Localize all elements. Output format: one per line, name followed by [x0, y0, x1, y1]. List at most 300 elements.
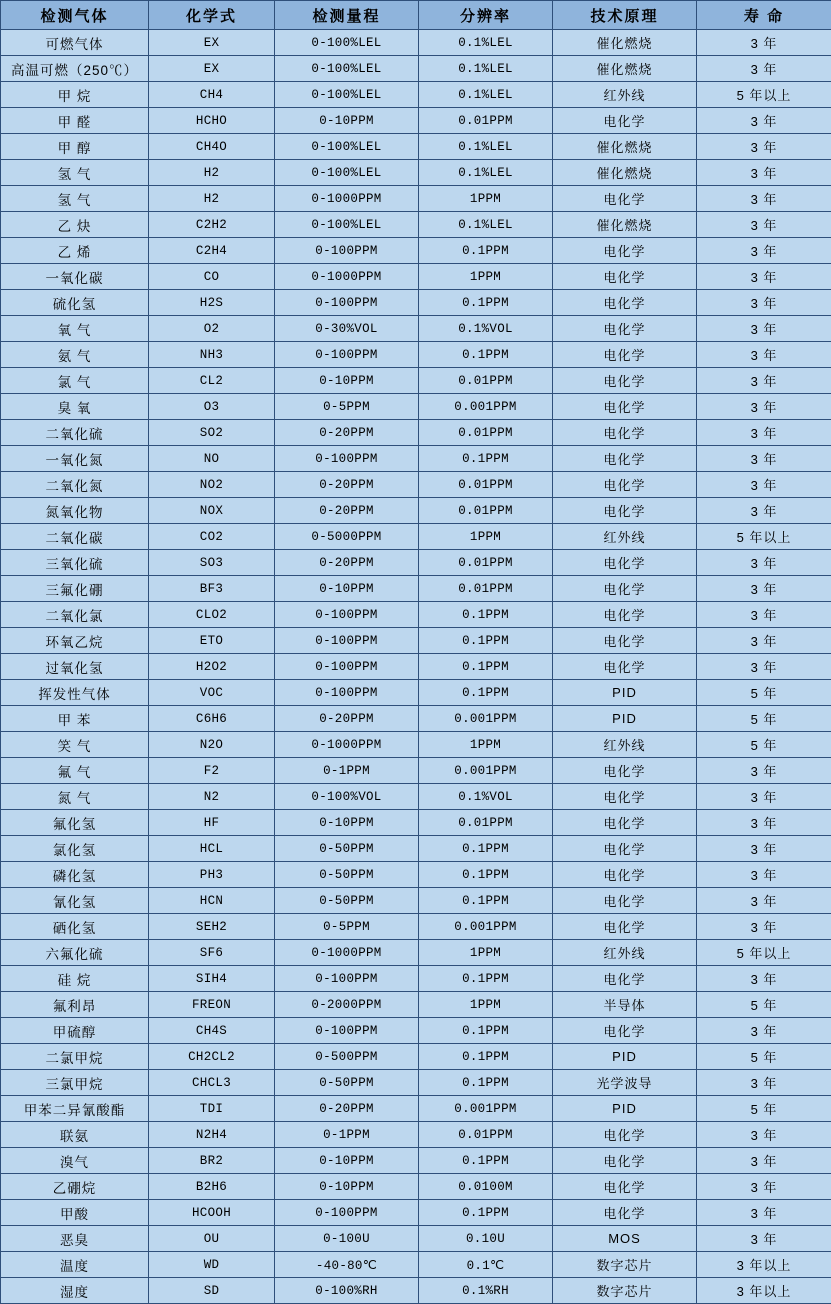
table-row — [1, 368, 831, 394]
cell-resolution: 0.1%LEL — [419, 56, 553, 82]
cell-technology: 电化学 — [553, 264, 697, 290]
cell-range: 0-100PPM — [275, 290, 419, 316]
cell-range: 0-100PPM — [275, 602, 419, 628]
cell-formula: C2H2 — [149, 212, 275, 238]
cell-lifetime: 3 年 — [697, 1148, 831, 1174]
cell-range: 0-100%RH — [275, 1278, 419, 1304]
table-row — [1, 186, 831, 212]
cell-lifetime: 3 年 — [697, 602, 831, 628]
cell-lifetime: 3 年 — [697, 134, 831, 160]
cell-resolution: 0.1PPM — [419, 1200, 553, 1226]
table-row — [1, 1096, 831, 1122]
cell-formula: H2 — [149, 186, 275, 212]
cell-gas: 乙 炔 — [1, 212, 149, 238]
cell-technology: 电化学 — [553, 316, 697, 342]
cell-lifetime: 3 年 — [697, 628, 831, 654]
table-row — [1, 680, 831, 706]
cell-gas: 一氧化氮 — [1, 446, 149, 472]
cell-technology: 电化学 — [553, 290, 697, 316]
cell-technology: PID — [553, 706, 697, 732]
cell-technology: 电化学 — [553, 108, 697, 134]
cell-range: 0-100PPM — [275, 342, 419, 368]
cell-technology: 电化学 — [553, 914, 697, 940]
cell-range: 0-1000PPM — [275, 264, 419, 290]
cell-technology: 半导体 — [553, 992, 697, 1018]
column-header-technology: 技术原理 — [553, 1, 697, 30]
cell-technology: 电化学 — [553, 1200, 697, 1226]
cell-formula: C6H6 — [149, 706, 275, 732]
cell-resolution: 0.1PPM — [419, 836, 553, 862]
cell-technology: 电化学 — [553, 966, 697, 992]
cell-formula: BF3 — [149, 576, 275, 602]
cell-formula: CH4 — [149, 82, 275, 108]
cell-resolution: 0.01PPM — [419, 550, 553, 576]
cell-formula: SIH4 — [149, 966, 275, 992]
cell-formula: ETO — [149, 628, 275, 654]
cell-technology: 电化学 — [553, 550, 697, 576]
cell-technology: 电化学 — [553, 420, 697, 446]
cell-formula: SF6 — [149, 940, 275, 966]
table-row — [1, 446, 831, 472]
cell-range: 0-10PPM — [275, 576, 419, 602]
cell-formula: CO2 — [149, 524, 275, 550]
cell-formula: B2H6 — [149, 1174, 275, 1200]
cell-lifetime: 3 年 — [697, 498, 831, 524]
cell-formula: HCHO — [149, 108, 275, 134]
cell-gas: 硅 烷 — [1, 966, 149, 992]
table-row — [1, 30, 831, 56]
column-header-range: 检测量程 — [275, 1, 419, 30]
cell-resolution: 0.01PPM — [419, 420, 553, 446]
cell-resolution: 1PPM — [419, 992, 553, 1018]
cell-technology: 电化学 — [553, 394, 697, 420]
cell-technology: 红外线 — [553, 524, 697, 550]
cell-range: 0-1PPM — [275, 758, 419, 784]
cell-technology: 电化学 — [553, 1122, 697, 1148]
cell-resolution: 0.1PPM — [419, 966, 553, 992]
cell-resolution: 0.1PPM — [419, 238, 553, 264]
cell-gas: 氢 气 — [1, 160, 149, 186]
cell-lifetime: 3 年 — [697, 472, 831, 498]
cell-technology: 电化学 — [553, 576, 697, 602]
cell-formula: NO — [149, 446, 275, 472]
cell-formula: PH3 — [149, 862, 275, 888]
cell-formula: CHCL3 — [149, 1070, 275, 1096]
cell-formula: H2 — [149, 160, 275, 186]
cell-technology: 催化燃烧 — [553, 212, 697, 238]
cell-range: 0-100PPM — [275, 238, 419, 264]
cell-gas: 二氧化硫 — [1, 420, 149, 446]
cell-gas: 磷化氢 — [1, 862, 149, 888]
table-row — [1, 108, 831, 134]
cell-lifetime: 3 年 — [697, 836, 831, 862]
cell-range: 0-100PPM — [275, 1018, 419, 1044]
cell-range: 0-100PPM — [275, 680, 419, 706]
cell-resolution: 0.1PPM — [419, 446, 553, 472]
table-row — [1, 914, 831, 940]
cell-gas: 二氧化氮 — [1, 472, 149, 498]
cell-resolution: 0.01PPM — [419, 108, 553, 134]
cell-resolution: 0.1PPM — [419, 1044, 553, 1070]
cell-resolution: 0.1%LEL — [419, 160, 553, 186]
cell-resolution: 0.1%VOL — [419, 316, 553, 342]
table-row — [1, 420, 831, 446]
cell-resolution: 0.1%LEL — [419, 212, 553, 238]
table-header — [1, 1, 831, 30]
cell-gas: 三氧化硫 — [1, 550, 149, 576]
cell-range: 0-20PPM — [275, 1096, 419, 1122]
cell-lifetime: 3 年 — [697, 238, 831, 264]
cell-formula: CH2CL2 — [149, 1044, 275, 1070]
cell-lifetime: 3 年 — [697, 212, 831, 238]
cell-lifetime: 3 年 — [697, 420, 831, 446]
cell-resolution: 0.1PPM — [419, 628, 553, 654]
cell-formula: HCN — [149, 888, 275, 914]
cell-resolution: 0.1PPM — [419, 1070, 553, 1096]
table-row — [1, 1200, 831, 1226]
cell-resolution: 0.1%VOL — [419, 784, 553, 810]
cell-range: 0-30%VOL — [275, 316, 419, 342]
cell-technology: 电化学 — [553, 368, 697, 394]
cell-technology: 电化学 — [553, 628, 697, 654]
cell-formula: BR2 — [149, 1148, 275, 1174]
cell-range: 0-100%LEL — [275, 212, 419, 238]
cell-range: 0-20PPM — [275, 550, 419, 576]
cell-technology: 红外线 — [553, 940, 697, 966]
table-row — [1, 654, 831, 680]
cell-lifetime: 3 年 — [697, 316, 831, 342]
table-row — [1, 290, 831, 316]
table-row — [1, 524, 831, 550]
cell-lifetime: 3 年 — [697, 914, 831, 940]
cell-lifetime: 3 年 — [697, 1122, 831, 1148]
table-row — [1, 1044, 831, 1070]
cell-lifetime: 3 年 — [697, 446, 831, 472]
table-row — [1, 1252, 831, 1278]
cell-resolution: 0.1PPM — [419, 862, 553, 888]
cell-lifetime: 3 年 — [697, 108, 831, 134]
cell-gas: 氟 气 — [1, 758, 149, 784]
cell-gas: 氰化氢 — [1, 888, 149, 914]
cell-range: 0-100PPM — [275, 966, 419, 992]
cell-formula: CO — [149, 264, 275, 290]
cell-lifetime: 5 年以上 — [697, 940, 831, 966]
table-row — [1, 550, 831, 576]
cell-technology: PID — [553, 1096, 697, 1122]
cell-gas: 氮 气 — [1, 784, 149, 810]
cell-lifetime: 3 年 — [697, 862, 831, 888]
cell-technology: MOS — [553, 1226, 697, 1252]
cell-technology: 电化学 — [553, 446, 697, 472]
cell-formula: OU — [149, 1226, 275, 1252]
cell-gas: 氟化氢 — [1, 810, 149, 836]
cell-range: 0-20PPM — [275, 420, 419, 446]
table-row — [1, 1070, 831, 1096]
cell-technology: 电化学 — [553, 602, 697, 628]
cell-lifetime: 3 年 — [697, 1174, 831, 1200]
cell-formula: FREON — [149, 992, 275, 1018]
cell-resolution: 0.1℃ — [419, 1252, 553, 1278]
cell-lifetime: 5 年 — [697, 1044, 831, 1070]
cell-range: 0-50PPM — [275, 1070, 419, 1096]
cell-gas: 氨 气 — [1, 342, 149, 368]
cell-technology: 电化学 — [553, 1018, 697, 1044]
cell-lifetime: 3 年 — [697, 1070, 831, 1096]
cell-gas: 六氟化硫 — [1, 940, 149, 966]
cell-range: 0-10PPM — [275, 108, 419, 134]
cell-technology: 电化学 — [553, 810, 697, 836]
cell-technology: PID — [553, 1044, 697, 1070]
cell-lifetime: 3 年 — [697, 550, 831, 576]
cell-technology: 催化燃烧 — [553, 134, 697, 160]
cell-gas: 挥发性气体 — [1, 680, 149, 706]
cell-formula: NOX — [149, 498, 275, 524]
cell-formula: O2 — [149, 316, 275, 342]
table-row — [1, 1226, 831, 1252]
cell-gas: 甲硫醇 — [1, 1018, 149, 1044]
table-row — [1, 1174, 831, 1200]
cell-formula: CL2 — [149, 368, 275, 394]
cell-formula: WD — [149, 1252, 275, 1278]
cell-formula: SD — [149, 1278, 275, 1304]
cell-resolution: 0.01PPM — [419, 810, 553, 836]
table-row — [1, 758, 831, 784]
cell-technology: 催化燃烧 — [553, 56, 697, 82]
cell-formula: VOC — [149, 680, 275, 706]
cell-range: 0-100%LEL — [275, 160, 419, 186]
cell-formula: HCL — [149, 836, 275, 862]
cell-formula: O3 — [149, 394, 275, 420]
cell-gas: 可燃气体 — [1, 30, 149, 56]
cell-technology: 电化学 — [553, 888, 697, 914]
cell-gas: 恶臭 — [1, 1226, 149, 1252]
table-row — [1, 732, 831, 758]
cell-technology: 电化学 — [553, 862, 697, 888]
cell-range: 0-20PPM — [275, 472, 419, 498]
cell-range: 0-20PPM — [275, 706, 419, 732]
cell-lifetime: 5 年 — [697, 706, 831, 732]
cell-range: 0-10PPM — [275, 368, 419, 394]
table-row — [1, 992, 831, 1018]
cell-technology: 催化燃烧 — [553, 30, 697, 56]
table-body — [1, 30, 831, 1304]
cell-lifetime: 3 年 — [697, 368, 831, 394]
table-row — [1, 82, 831, 108]
cell-range: 0-100PPM — [275, 628, 419, 654]
cell-gas: 甲 醇 — [1, 134, 149, 160]
cell-lifetime: 3 年 — [697, 784, 831, 810]
cell-formula: CH4S — [149, 1018, 275, 1044]
cell-gas: 氯化氢 — [1, 836, 149, 862]
cell-resolution: 0.10U — [419, 1226, 553, 1252]
cell-resolution: 0.001PPM — [419, 706, 553, 732]
cell-range: 0-100%LEL — [275, 56, 419, 82]
table-row — [1, 498, 831, 524]
cell-range: 0-50PPM — [275, 888, 419, 914]
cell-gas: 臭 氧 — [1, 394, 149, 420]
cell-lifetime: 3 年 — [697, 654, 831, 680]
cell-lifetime: 5 年 — [697, 680, 831, 706]
cell-gas: 笑 气 — [1, 732, 149, 758]
cell-resolution: 0.001PPM — [419, 394, 553, 420]
cell-gas: 甲 烷 — [1, 82, 149, 108]
cell-gas: 氢 气 — [1, 186, 149, 212]
cell-resolution: 0.1PPM — [419, 680, 553, 706]
cell-lifetime: 5 年 — [697, 992, 831, 1018]
cell-technology: 电化学 — [553, 472, 697, 498]
cell-range: 0-50PPM — [275, 836, 419, 862]
cell-gas: 乙 烯 — [1, 238, 149, 264]
cell-formula: EX — [149, 30, 275, 56]
cell-range: 0-10PPM — [275, 810, 419, 836]
cell-resolution: 0.001PPM — [419, 914, 553, 940]
cell-lifetime: 5 年 — [697, 732, 831, 758]
cell-gas: 甲酸 — [1, 1200, 149, 1226]
cell-technology: 电化学 — [553, 1174, 697, 1200]
cell-technology: 电化学 — [553, 498, 697, 524]
table-row — [1, 342, 831, 368]
cell-resolution: 0.0100M — [419, 1174, 553, 1200]
cell-formula: HF — [149, 810, 275, 836]
cell-gas: 二氧化碳 — [1, 524, 149, 550]
cell-formula: HCOOH — [149, 1200, 275, 1226]
cell-gas: 甲苯二异氰酸酯 — [1, 1096, 149, 1122]
table-row — [1, 888, 831, 914]
cell-gas: 联氨 — [1, 1122, 149, 1148]
cell-resolution: 0.1PPM — [419, 290, 553, 316]
cell-formula: SO3 — [149, 550, 275, 576]
cell-formula: N2O — [149, 732, 275, 758]
column-header-lifetime: 寿 命 — [697, 1, 831, 30]
cell-lifetime: 3 年 — [697, 1200, 831, 1226]
cell-technology: 催化燃烧 — [553, 160, 697, 186]
cell-formula: CH4O — [149, 134, 275, 160]
cell-resolution: 0.1%LEL — [419, 82, 553, 108]
cell-lifetime: 5 年以上 — [697, 524, 831, 550]
cell-gas: 氮氧化物 — [1, 498, 149, 524]
cell-gas: 氯 气 — [1, 368, 149, 394]
cell-gas: 一氧化碳 — [1, 264, 149, 290]
table-row — [1, 576, 831, 602]
cell-range: 0-100PPM — [275, 1200, 419, 1226]
column-header-gas: 检测气体 — [1, 1, 149, 30]
cell-resolution: 0.001PPM — [419, 1096, 553, 1122]
cell-lifetime: 3 年 — [697, 56, 831, 82]
cell-technology: 数字芯片 — [553, 1278, 697, 1304]
cell-resolution: 0.01PPM — [419, 576, 553, 602]
cell-range: 0-50PPM — [275, 862, 419, 888]
cell-formula: N2 — [149, 784, 275, 810]
cell-gas: 过氧化氢 — [1, 654, 149, 680]
cell-gas: 湿度 — [1, 1278, 149, 1304]
cell-resolution: 0.1%LEL — [419, 134, 553, 160]
cell-gas: 三氯甲烷 — [1, 1070, 149, 1096]
table-row — [1, 966, 831, 992]
cell-resolution: 0.001PPM — [419, 758, 553, 784]
cell-range: 0-5PPM — [275, 394, 419, 420]
cell-resolution: 0.01PPM — [419, 368, 553, 394]
table-row — [1, 940, 831, 966]
cell-technology: 光学波导 — [553, 1070, 697, 1096]
table-row — [1, 316, 831, 342]
cell-gas: 氧 气 — [1, 316, 149, 342]
cell-lifetime: 3 年 — [697, 290, 831, 316]
cell-resolution: 0.01PPM — [419, 498, 553, 524]
cell-technology: PID — [553, 680, 697, 706]
table-row — [1, 628, 831, 654]
table-row — [1, 394, 831, 420]
cell-formula: H2O2 — [149, 654, 275, 680]
cell-technology: 电化学 — [553, 238, 697, 264]
cell-gas: 二氯甲烷 — [1, 1044, 149, 1070]
cell-formula: SO2 — [149, 420, 275, 446]
table-row — [1, 134, 831, 160]
table-row — [1, 862, 831, 888]
cell-technology: 电化学 — [553, 836, 697, 862]
cell-resolution: 1PPM — [419, 732, 553, 758]
table-row — [1, 1018, 831, 1044]
cell-technology: 数字芯片 — [553, 1252, 697, 1278]
cell-lifetime: 3 年 — [697, 888, 831, 914]
cell-lifetime: 3 年 — [697, 758, 831, 784]
cell-lifetime: 3 年 — [697, 342, 831, 368]
cell-lifetime: 3 年 — [697, 394, 831, 420]
cell-lifetime: 3 年 — [697, 186, 831, 212]
cell-range: 0-100%LEL — [275, 134, 419, 160]
cell-resolution: 0.01PPM — [419, 1122, 553, 1148]
table-row — [1, 264, 831, 290]
cell-gas: 二氧化氯 — [1, 602, 149, 628]
cell-technology: 电化学 — [553, 654, 697, 680]
cell-range: 0-100PPM — [275, 446, 419, 472]
cell-lifetime: 5 年以上 — [697, 82, 831, 108]
cell-range: 0-100%LEL — [275, 30, 419, 56]
cell-lifetime: 3 年 — [697, 30, 831, 56]
cell-formula: H2S — [149, 290, 275, 316]
cell-formula: C2H4 — [149, 238, 275, 264]
cell-gas: 温度 — [1, 1252, 149, 1278]
cell-lifetime: 3 年 — [697, 576, 831, 602]
cell-resolution: 1PPM — [419, 264, 553, 290]
cell-range: 0-1PPM — [275, 1122, 419, 1148]
cell-range: 0-1000PPM — [275, 940, 419, 966]
cell-gas: 甲 苯 — [1, 706, 149, 732]
cell-formula: N2H4 — [149, 1122, 275, 1148]
cell-technology: 红外线 — [553, 82, 697, 108]
cell-resolution: 1PPM — [419, 940, 553, 966]
cell-gas: 硒化氢 — [1, 914, 149, 940]
cell-gas: 环氧乙烷 — [1, 628, 149, 654]
table-row — [1, 472, 831, 498]
cell-gas: 甲 醛 — [1, 108, 149, 134]
table-row — [1, 212, 831, 238]
cell-gas: 三氟化硼 — [1, 576, 149, 602]
cell-technology: 电化学 — [553, 784, 697, 810]
cell-gas: 氟利昂 — [1, 992, 149, 1018]
cell-lifetime: 3 年以上 — [697, 1252, 831, 1278]
cell-range: -40-80℃ — [275, 1252, 419, 1278]
cell-formula: CLO2 — [149, 602, 275, 628]
cell-range: 0-1000PPM — [275, 732, 419, 758]
table-header-row — [1, 1, 831, 30]
table-row — [1, 1122, 831, 1148]
table-row — [1, 160, 831, 186]
table-row — [1, 810, 831, 836]
cell-range: 0-100U — [275, 1226, 419, 1252]
cell-range: 0-10PPM — [275, 1148, 419, 1174]
cell-formula: NO2 — [149, 472, 275, 498]
cell-range: 0-500PPM — [275, 1044, 419, 1070]
